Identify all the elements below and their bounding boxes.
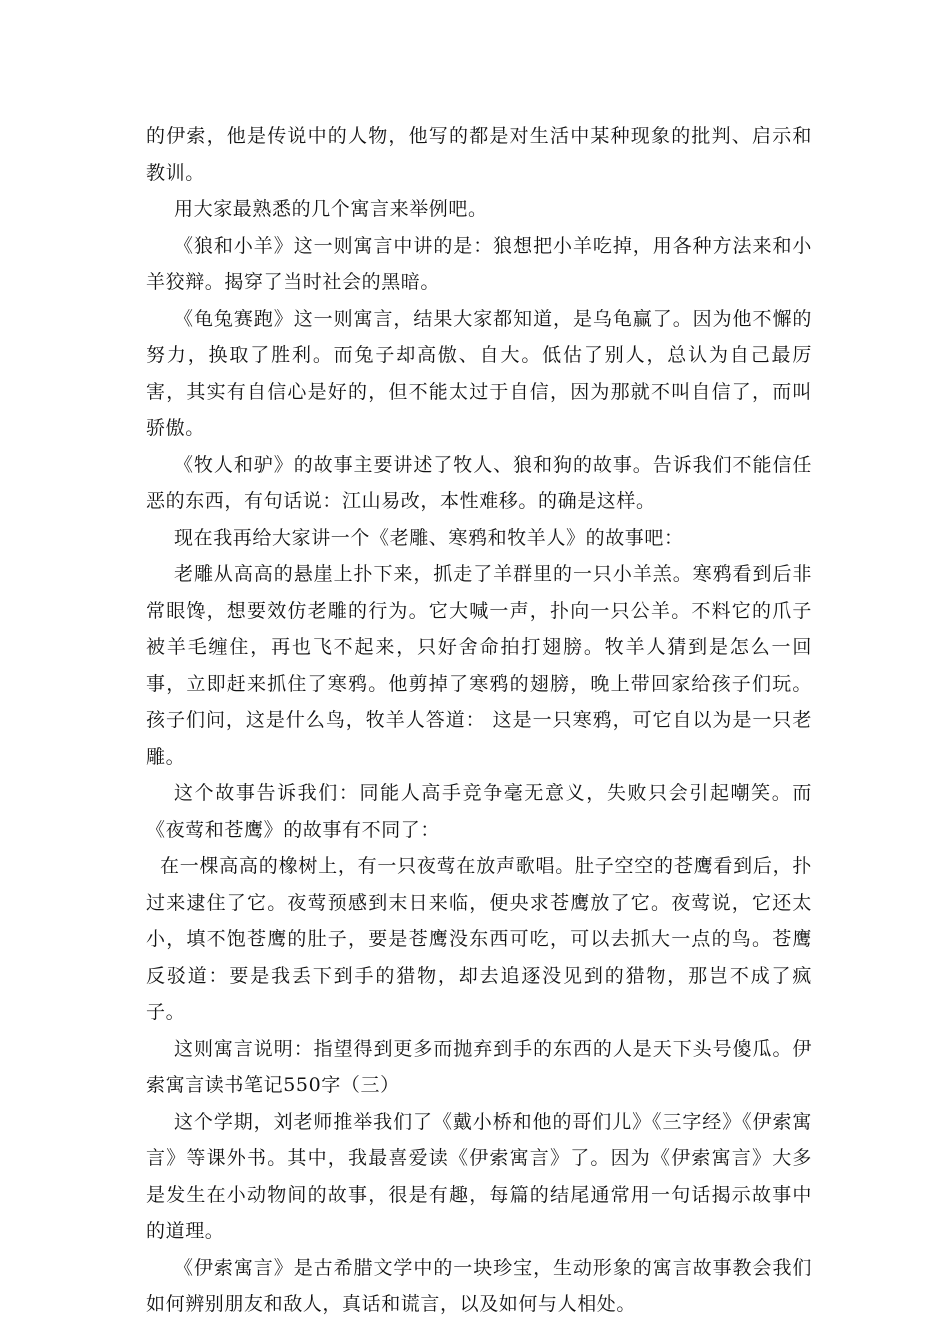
paragraph-nightingale-and-hawk: 在一棵高高的橡树上，有一只夜莺在放声歌唱。肚子空空的苍鹰看到后，扑过来逮住了它。夜莺预感到末日来临，便央求苍鹰放了它。夜莺说，它还太小，填不饱苍鹰的肚子，要是苍鹰没东西可吃，可以去抓大一点的鸟。苍鹰反驳道：要是我丢下到手的猎物，却去追逐没见到的猎物，那岂不成了疯子。 (146, 855, 812, 1023)
paragraph-eagle-jackdaw-shepherd: 老雕从高高的悬崖上扑下来，抓走了羊群里的一只小羊羔。寒鸦看到后非常眼馋，想要效仿老雕的行为。它大喊一声，扑向一只公羊。不料它的爪子被羊毛缠住，再也飞不起来，只好舍命拍打翅膀。牧羊人猜到是怎么一回事，立即赶来抓住了寒鸦。他剪掉了寒鸦的翅膀，晚上带回家给孩子们玩。孩子们问，这是什么鸟，牧羊人答道： 这是一只寒鸦，可它自以为是一只老雕。 (146, 563, 812, 768)
paragraph-eagle-story-moral: 这个故事告诉我们：同能人高手竞争毫无意义，失败只会引起嘲笑。而《夜莺和苍鹰》的故事有不同了： (146, 782, 812, 841)
paragraph-examples-intro: 用大家最熟悉的几个寓言来举例吧。 (174, 198, 488, 220)
paragraph-herdsman-and-donkey: 《牧人和驴》的故事主要讲述了牧人、狼和狗的故事。告诉我们不能信任恶的东西，有句话说：江山易改，本性难移。的确是这样。 (146, 453, 812, 512)
paragraph-wolf-and-lamb: 《狼和小羊》这一则寓言中讲的是：狼想把小羊吃掉，用各种方法来和小羊狡辩。揭穿了当时社会的黑暗。 (146, 234, 812, 293)
document-body (146, 118, 812, 1323)
paragraph-nightingale-moral: 这则寓言说明：指望得到更多而抛弃到手的东西的人是天下头号傻瓜。伊索寓言读书笔记550字（三） (146, 1037, 812, 1096)
paragraph-semester-reading: 这个学期，刘老师推举我们了《戴小桥和他的哥们儿》《三字经》《伊索寓言》等课外书。其中，我最喜爱读《伊索寓言》了。因为《伊索寓言》大多是发生在小动物间的故事，很是有趣，每篇的结尾通常用一句话揭示故事中的道理。 (146, 1110, 812, 1242)
paragraph-tortoise-and-hare: 《龟兔赛跑》这一则寓言，结果大家都知道，是乌龟赢了。因为他不懈的努力，换取了胜利。而兔子却高傲、自大。低估了别人，总认为自己最厉害，其实有自信心是好的，但不能太过于自信，因为那就不叫自信了，而叫骄傲。 (146, 307, 812, 439)
paragraph-intro-continuation: 的伊索，他是传说中的人物，他写的都是对生活中某种现象的批判、启示和教训。 (146, 125, 812, 184)
paragraph-aesop-treasure: 《伊索寓言》是古希腊文学中的一块珍宝，生动形象的寓言故事教会我们如何辨别朋友和敌人，真话和谎言，以及如何与人相处。 (146, 1256, 812, 1315)
paragraph-eagle-story-intro: 现在我再给大家讲一个《老雕、寒鸦和牧羊人》的故事吧： (174, 526, 684, 549)
